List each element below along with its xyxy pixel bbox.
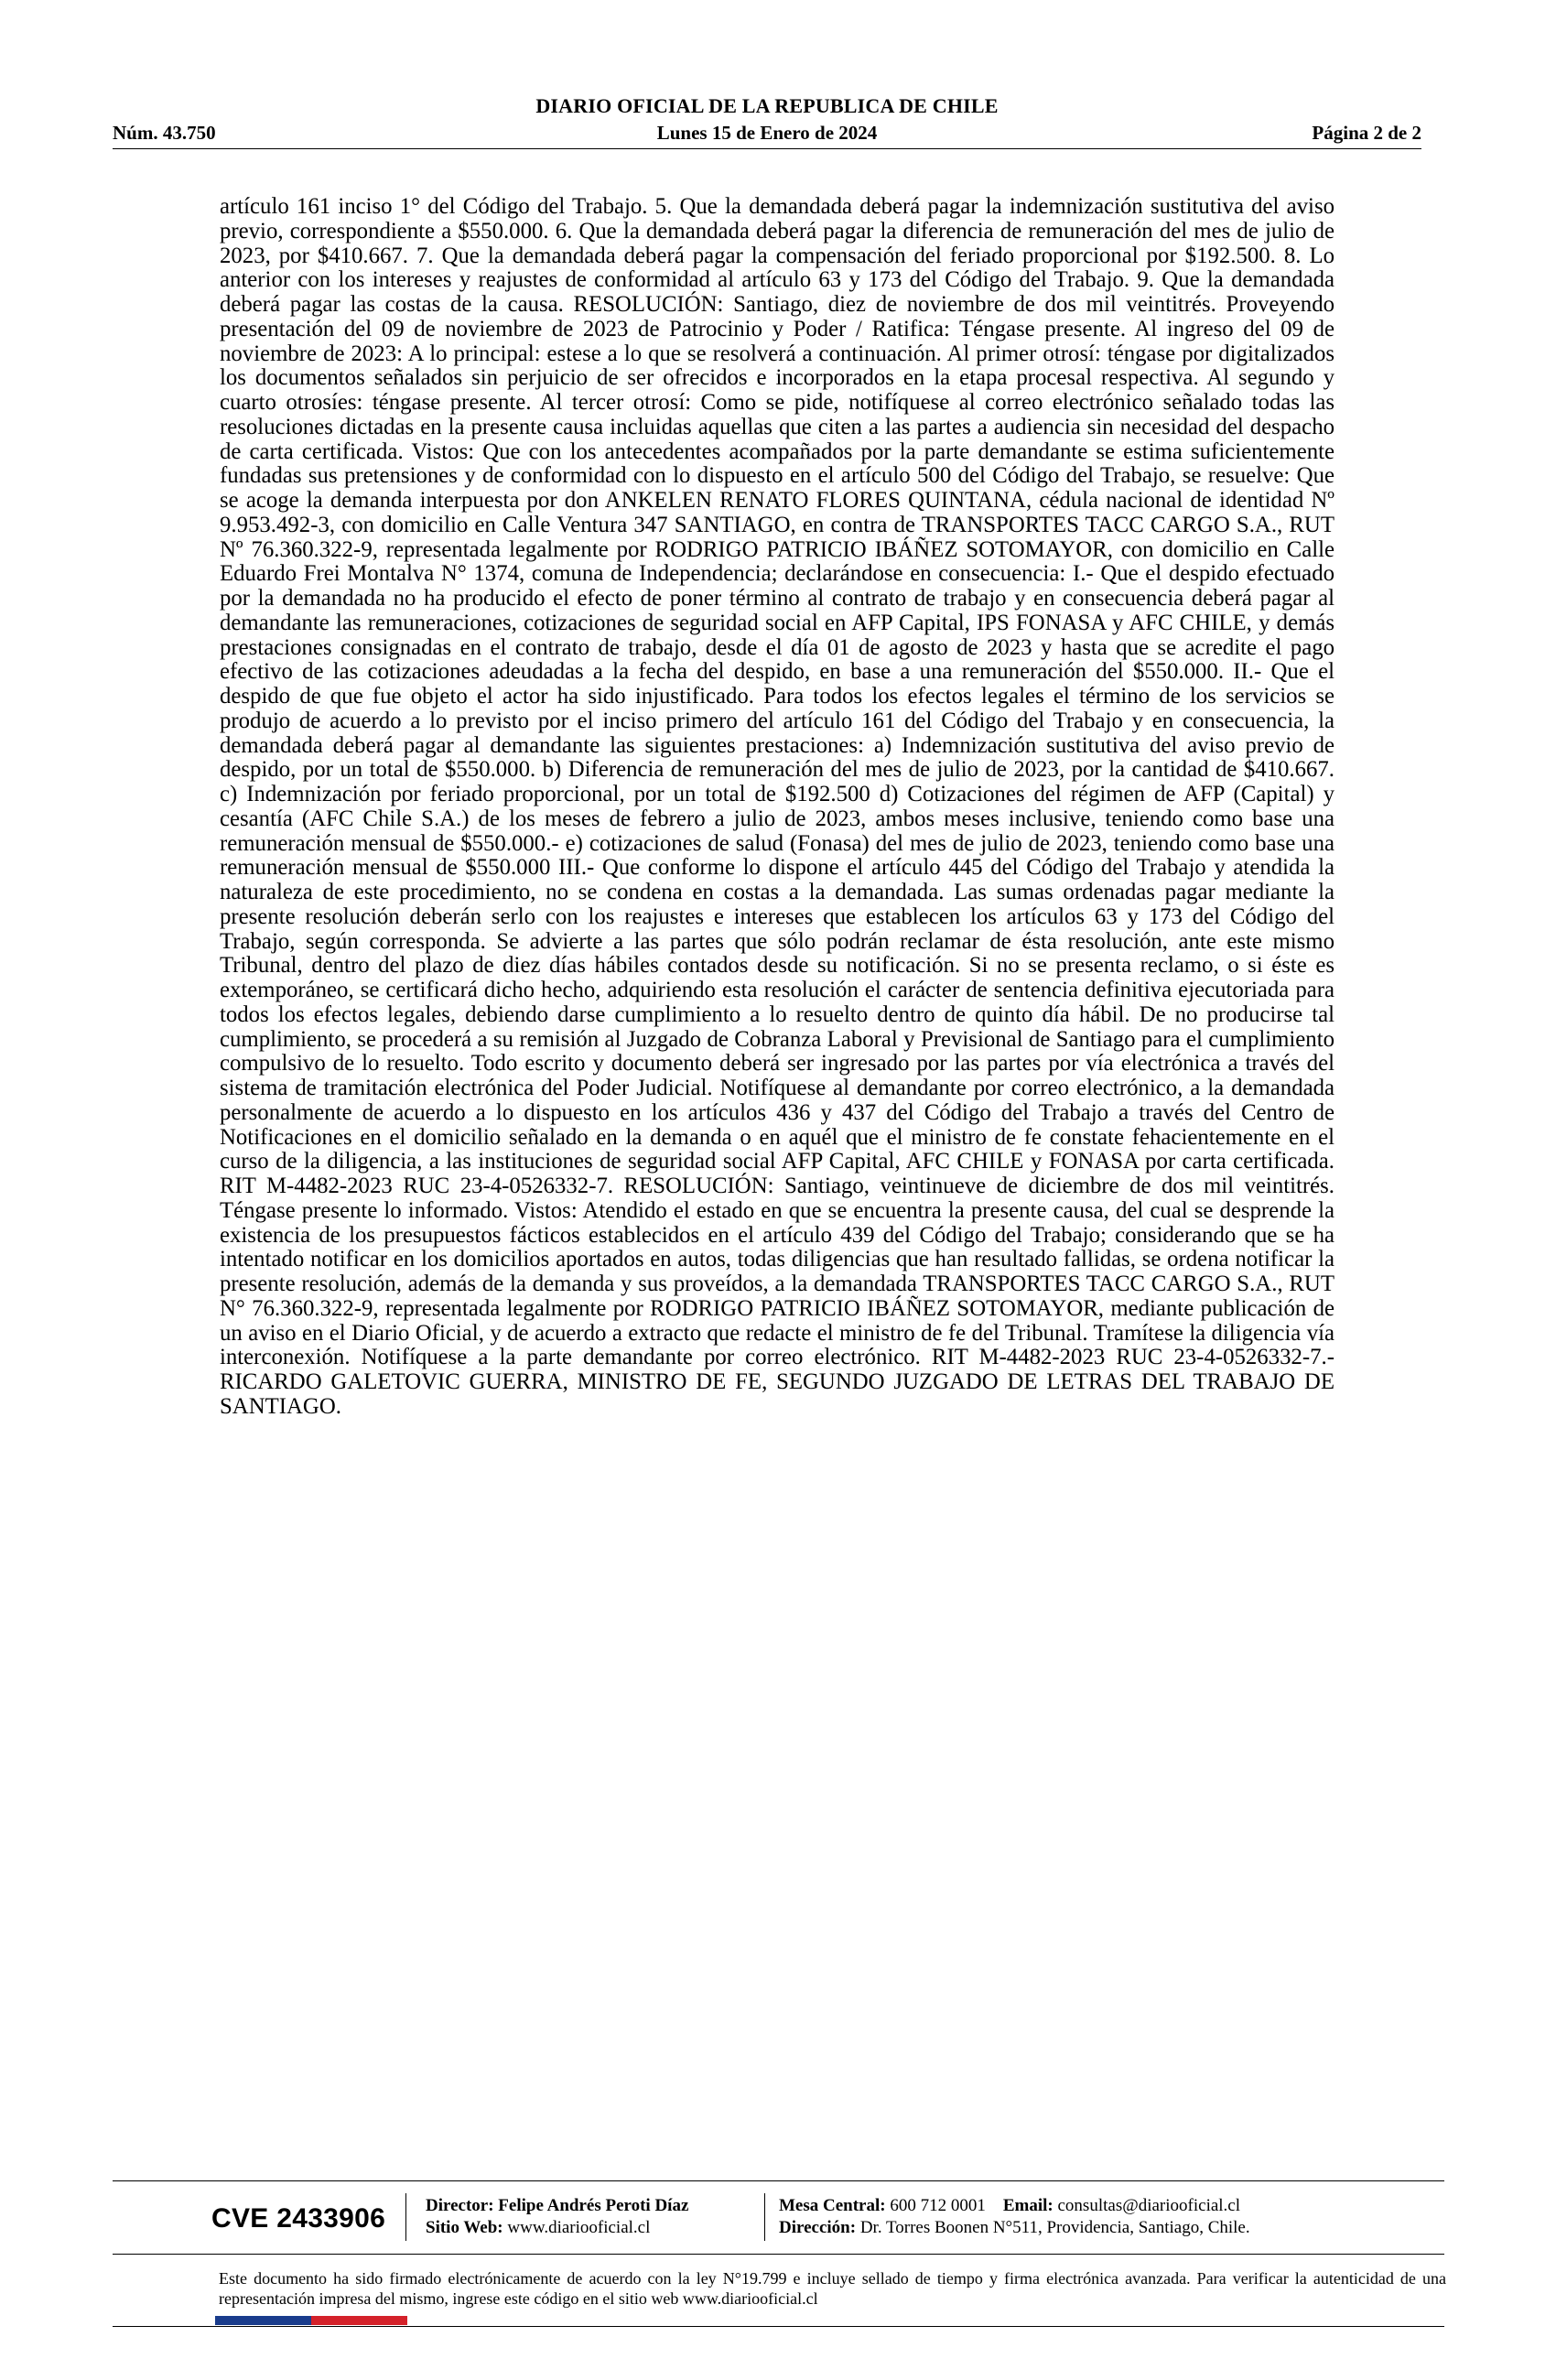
page-footer bbox=[113, 2180, 1444, 2364]
address-value: Dr. Torres Boonen N°511, Providencia, Santiago, Chile. bbox=[859, 2218, 1250, 2237]
chile-flag-stripe bbox=[215, 2316, 407, 2325]
newspaper-title: DIARIO OFICIAL DE LA REPUBLICA DE CHILE bbox=[535, 94, 999, 117]
email-link[interactable]: consultas@diariooficial.cl bbox=[1057, 2196, 1241, 2215]
header-divider bbox=[113, 148, 1421, 149]
flag-red-segment bbox=[311, 2316, 407, 2325]
footer-contact-block bbox=[779, 2195, 1250, 2239]
cve-code: CVE 2433906 bbox=[211, 2203, 386, 2234]
mesa-label: Mesa Central: bbox=[779, 2196, 886, 2215]
footer-separator bbox=[405, 2193, 406, 2241]
page-header bbox=[113, 94, 1421, 149]
director-name: Felipe Andrés Peroti Díaz bbox=[498, 2196, 689, 2215]
footer-separator bbox=[764, 2193, 765, 2241]
website-link[interactable]: www.diariooficial.cl bbox=[507, 2218, 651, 2237]
page-indicator: Página 2 de 2 bbox=[1312, 122, 1421, 144]
issue-date: Lunes 15 de Enero de 2024 bbox=[656, 122, 878, 144]
issue-number: Núm. 43.750 bbox=[113, 122, 216, 144]
footer-director-block bbox=[426, 2195, 688, 2239]
mesa-phone: 600 712 0001 bbox=[890, 2196, 986, 2215]
director-label: Director: bbox=[426, 2196, 494, 2215]
email-label: Email: bbox=[1002, 2196, 1054, 2215]
footer-middle-divider bbox=[113, 2254, 1444, 2255]
footer-top-divider bbox=[113, 2180, 1444, 2181]
website-label: Sitio Web: bbox=[426, 2218, 503, 2237]
footer-bottom-divider bbox=[113, 2326, 1444, 2327]
document-body: artículo 161 inciso 1° del Código del Trabajo. 5. Que la demandada deberá pagar la indemnización sustitutiva del aviso previo, correspondiente a $550.000. 6. Que la demandada deberá pagar la diferencia de remuneración del mes de julio de 2023, por $410.667. 7. Que la demandada deberá pagar la compensación del feriado proporcional por $192.500. 8. Lo anterior con los intereses y reajustes de conformidad al artículo 63 y 173 del Código del Trabajo. 9. Que la demandada deberá pagar las costas de la causa. RESOLUCIÓN: Santiago, diez de noviembre de dos mil veintitrés. Proveyendo presentación del 09 de noviembre de 2023 de Patrocinio y Poder / Ratifica: Téngase presente. Al ingreso del 09 de noviembre de 2023: A lo principal: estese a lo que se resolverá a continuación. Al primer otrosí: téngase por digitalizados los documentos señalados sin perjuicio de ser ofrecidos e incorporados en la etapa procesal respectiva. Al segundo y cuarto otrosíes: téngase presente. Al tercer otrosí: Como se pide, notifíquese al correo electrónico señalado todas las resoluciones dictadas en la presente causa incluidas aquellas que citen a las partes a audiencia sin necesidad del despacho de carta certificada. Vistos: Que con los antecedentes acompañados por la parte demandante se estima suficientemente fundadas sus pretensiones y de conformidad con lo dispuesto en el artículo 500 del Código del Trabajo, se resuelve: Que se acoge la demanda interpuesta por don ANKELEN RENATO FLORES QUINTANA, cédula nacional de identidad Nº 9.953.492-3, con domicilio en Calle Ventura 347 SANTIAGO, en contra de TRANSPORTES TACC CARGO S.A., RUT Nº 76.360.322-9, representada legalmente por RODRIGO PATRICIO IBÁÑEZ SOTOMAYOR, con domicilio en Calle Eduardo Frei Montalva N° 1374, comuna de Independencia; declarándose en consecuencia: I.- Que el despido efectuado por la demandada no ha producido el efecto de poner término al contrato de trabajo y en consecuencia deberá pagar al demandante las remuneraciones, cotizaciones de seguridad social en AFP Capital, IPS FONASA y AFC CHILE, y demás prestaciones consignadas en el contrato de trabajo, desde el día 01 de agosto de 2023 y hasta que se acredite el pago efectivo de las cotizaciones adeudadas a la fecha del despido, en base a una remuneración del $550.000. II.- Que el despido de que fue objeto el actor ha sido injustificado. Para todos los efectos legales el término de los servicios se produjo de acuerdo a lo previsto por el inciso primero del artículo 161 del Código del Trabajo y en consecuencia, la demandada deberá pagar al demandante las siguientes prestaciones: a) Indemnización sustitutiva del aviso previo de despido, por un total de $550.000. b) Diferencia de remuneración del mes de julio de 2023, por la cantidad de $410.667. c) Indemnización por feriado proporcional, por un total de $192.500 d) Cotizaciones del régimen de AFP (Capital) y cesantía (AFC Chile S.A.) de los meses de febrero a julio de 2023, ambos meses inclusive, teniendo como base una remuneración mensual de $550.000.- e) cotizaciones de salud (Fonasa) del mes de julio de 2023, teniendo como base una remuneración mensual de $550.000 III.- Que conforme lo dispone el artículo 445 del Código del Trabajo y atendida la naturaleza de este procedimiento, no se condena en costas a la demandada. Las sumas ordenadas pagar mediante la presente resolución deberán serlo con los reajustes e intereses que establecen los artículos 63 y 173 del Código del Trabajo, según corresponda. Se advierte a las partes que sólo podrán reclamar de ésta resolución, ante este mismo Tribunal, dentro del plazo de diez días hábiles contados desde su notificación. Si no se presenta reclamo, o si éste es extemporáneo, se certificará dicho hecho, adquiriendo esta resolución el carácter de sentencia definitiva ejecutoriada para todos los efectos legales, debiendo darse cumplimiento a lo resuelto dentro de quinto día hábil. De no producirse tal cumplimiento, se procederá a su remisión al Juzgado de Cobranza Laboral y Previsional de Santiago para el cumplimiento compulsivo de lo resuelto. Todo escrito y documento deberá ser ingresado por las partes por vía electrónica a través del sistema de tramitación electrónica del Poder Judicial. Notifíquese al demandante por correo electrónico, a la demandada personalmente de acuerdo a lo dispuesto en los artículos 436 y 437 del Código del Trabajo a través del Centro de Notificaciones en el domicilio señalado en la demanda o en aquél que el ministro de fe constate fehacientemente en el curso de la diligencia, a las instituciones de seguridad social AFP Capital, AFC CHILE y FONASA por carta certificada. RIT M-4482-2023 RUC 23-4-0526332-7. RESOLUCIÓN: Santiago, veintinueve de diciembre de dos mil veintitrés. Téngase presente lo informado. Vistos: Atendido el estado en que se encuentra la presente causa, del cual se desprende la existencia de los presupuestos fácticos establecidos en el artículo 439 del Código del Trabajo; considerando que se ha intentado notificar en los domicilios aportados en autos, todas diligencias que han resultado fallidas, se ordena notificar la presente resolución, además de la demanda y sus proveídos, a la demandada TRANSPORTES TACC CARGO S.A., RUT N° 76.360.322-9, representada legalmente por RODRIGO PATRICIO IBÁÑEZ SOTOMAYOR, mediante publicación de un aviso en el Diario Oficial, y de acuerdo a extracto que redacte el ministro de fe del Tribunal. Tramítese la diligencia vía interconexión. Notifíquese a la parte demandante por correo electrónico. RIT M-4482-2023 RUC 23-4-0526332-7.- RICARDO GALETOVIC GUERRA, MINISTRO DE FE, SEGUNDO JUZGADO DE LETRAS DEL TRABAJO DE SANTIAGO. bbox=[220, 194, 1334, 1419]
electronic-signature-notice: Este documento ha sido firmado electrónicamente de acuerdo con la ley N°19.799 e incluye sellado de tiempo y firma electrónica avanzada. Para verificar la autenticidad de una representación impresa del mismo, ingrese este código en el sitio web www.diariooficial.cl bbox=[219, 2269, 1446, 2308]
address-label: Dirección: bbox=[779, 2218, 857, 2237]
flag-blue-segment bbox=[215, 2316, 311, 2325]
